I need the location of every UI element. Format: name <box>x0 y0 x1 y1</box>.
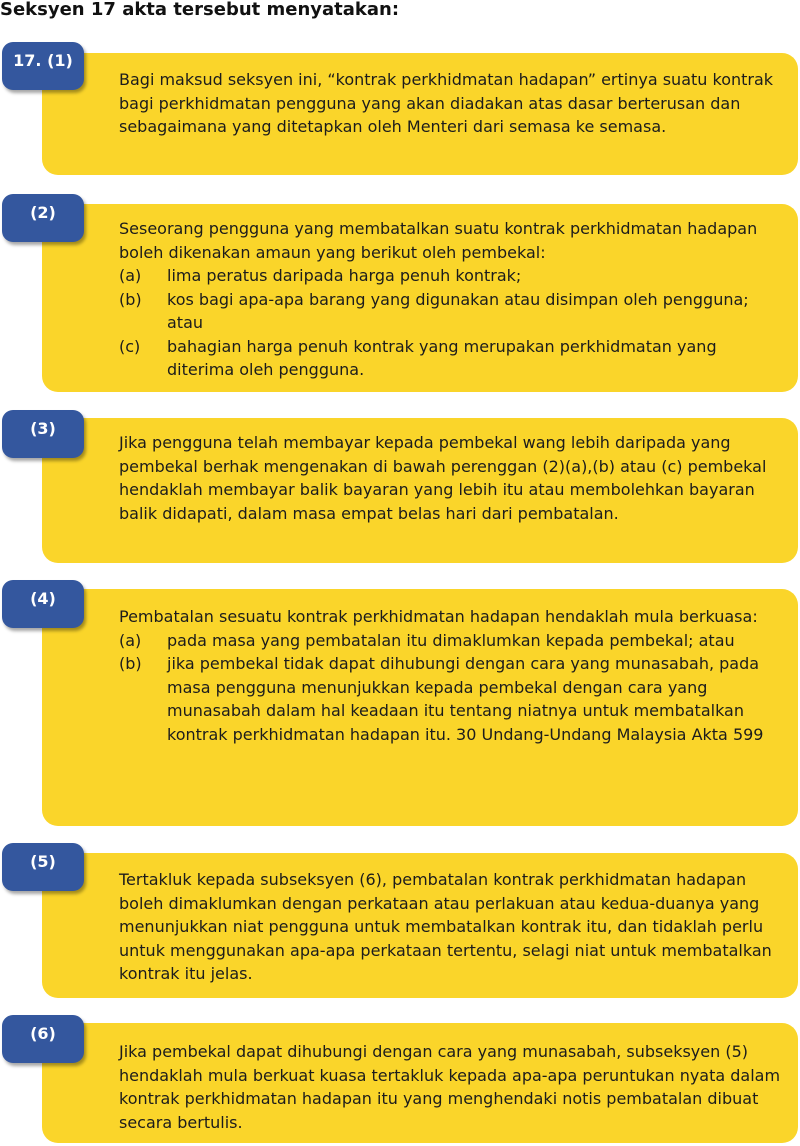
page-heading: Seksyen 17 akta tersebut menyatakan: <box>0 0 400 20</box>
item-list <box>119 629 788 747</box>
item-marker: (a) <box>119 266 142 285</box>
section-tag-6: (6) <box>2 1015 84 1063</box>
section-tag-3: (3) <box>2 410 84 458</box>
section-card-2 <box>42 204 798 392</box>
item-marker: (b) <box>119 289 142 309</box>
list-item <box>119 335 788 382</box>
section-text: Bagi maksud seksyen ini, “kontrak perkhidmatan hadapan” ertinya suatu kontrak bagi perkhidmatan pengguna yang akan diadakan atas dasar berterusan dan sebagaimana yang ditetapkan oleh Menteri dari semasa ke semasa. <box>119 70 774 136</box>
item-text: kos bagi apa-apa barang yang digunakan atau disimpan oleh pengguna; atau <box>167 289 749 332</box>
section-card-5 <box>42 853 798 998</box>
section-text: Jika pengguna telah membayar kepada pembekal wang lebih daripada yang pembekal berhak mengenakan di bawah perenggan (2)(a),(b) atau (c) pembekal hendaklah membayar balik bayaran yang lebih itu atau membolehkan bayaran balik didapati, dalam masa empat belas hari dari pembatalan. <box>119 433 767 523</box>
section-card-1 <box>42 53 798 175</box>
item-text: jika pembekal tidak dapat dihubungi dengan cara yang munasabah, pada masa pengguna menunjukkan kepada pembekal dengan cara yang munasabah dalam hal keadaan itu tentang niatnya untuk membatalkan kontrak perkhidmatan hadapan itu. 30 Undang-Undang Malaysia Akta 599 <box>167 654 764 744</box>
section-card-4 <box>42 589 798 826</box>
item-list <box>119 264 788 382</box>
item-marker: (b) <box>119 654 142 673</box>
section-tag-2: (2) <box>2 194 84 242</box>
section-text: Tertakluk kepada subseksyen (6), pembatalan kontrak perkhidmatan hadapan boleh dimaklumkan dengan perkataan atau perlakuan atau kedua-duanya yang menunjukkan niat pengguna untuk membatalkan kontrak itu, dan tidaklah perlu untuk menggunakan apa-apa perkataan tertentu, selagi niat untuk membatalkan kontrak itu jelas. <box>119 870 772 983</box>
item-marker: (a) <box>119 630 142 650</box>
list-item <box>119 288 788 335</box>
section-tag-4: (4) <box>2 580 84 628</box>
section-card-3 <box>42 418 798 563</box>
section-text: Pembatalan sesuatu kontrak perkhidmatan hadapan hendaklah mula berkuasa: <box>119 607 758 626</box>
item-text: lima peratus daripada harga penuh kontrak; <box>167 266 522 285</box>
list-item <box>119 652 788 746</box>
section-tag-5: (5) <box>2 843 84 891</box>
section-text: Seseorang pengguna yang membatalkan suatu kontrak perkhidmatan hadapan boleh dikenakan amaun yang berikut oleh pembekal: <box>119 219 758 262</box>
list-item <box>119 629 788 653</box>
item-text: pada masa yang pembatalan itu dimaklumkan kepada pembekal; atau <box>167 630 735 650</box>
section-card-6 <box>42 1023 798 1143</box>
item-text: bahagian harga penuh kontrak yang merupakan perkhidmatan yang diterima oleh pengguna. <box>167 336 717 379</box>
item-marker: (c) <box>119 336 141 356</box>
section-text: Jika pembekal dapat dihubungi dengan cara yang munasabah, subseksyen (5) hendaklah mula berkuat kuasa tertakluk kepada apa-apa peruntukan nyata dalam kontrak perkhidmatan hadapan itu yang menghendaki notis pembatalan dibuat secara bertulis. <box>119 1042 781 1132</box>
list-item <box>119 264 788 288</box>
section-tag-17-1: 17. (1) <box>2 42 84 90</box>
